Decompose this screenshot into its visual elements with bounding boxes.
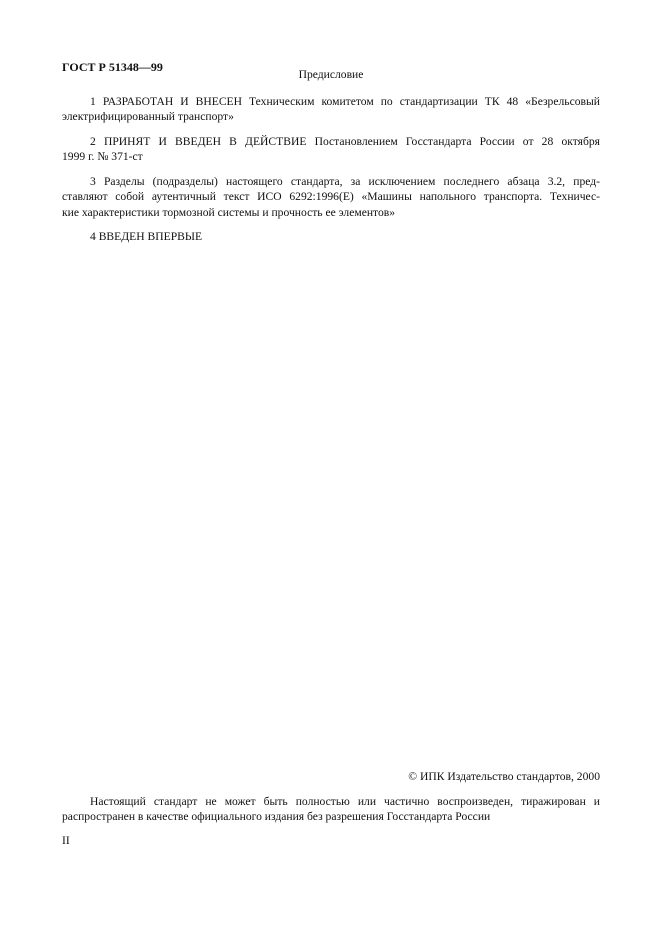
- paragraph-line: электрифицированный транспорт»: [62, 110, 234, 124]
- paragraph-line: кие характеристики тормозной системы и прочность ее элементов»: [62, 205, 396, 219]
- reproduction-notice: [62, 794, 600, 825]
- paragraph-line: 3 Разделы (подразделы) настоящего стандарта, за исключением последнего абзаца 3.2, пред-: [90, 175, 600, 188]
- section-title: Предисловие: [298, 68, 364, 81]
- page-number: II: [62, 834, 70, 847]
- paragraph-4: [62, 229, 600, 244]
- paragraph-2: [62, 134, 600, 165]
- copyright: © ИПК Издательство стандартов, 2000: [408, 770, 600, 783]
- paragraph-line: 1 РАЗРАБОТАН И ВНЕСЕН Техническим комитетом по стандартизации ТК 48 «Безрельсовый: [90, 95, 600, 108]
- notice-line: Настоящий стандарт не может быть полностью или частично воспроизведен, тиражирован и: [90, 795, 600, 808]
- document-code: ГОСТ Р 51348—99: [62, 60, 163, 74]
- paragraph-line: 1999 г. № 371-ст: [62, 150, 143, 164]
- paragraph-line: 2 ПРИНЯТ И ВВЕДЕН В ДЕЙСТВИЕ Постановлением Госстандарта России от 28 октября: [90, 135, 600, 148]
- paragraph-line: 4 ВВЕДЕН ВПЕРВЫЕ: [90, 230, 203, 243]
- paragraph-3: [62, 174, 600, 220]
- paragraph-line: ставляют собой аутентичный текст ИСО 6292:1996(Е) «Машины напольного транспорта. Техничес-: [62, 190, 600, 204]
- paragraph-1: [62, 94, 600, 125]
- notice-line: распространен в качестве официального издания без разрешения Госстандарта России: [62, 810, 491, 824]
